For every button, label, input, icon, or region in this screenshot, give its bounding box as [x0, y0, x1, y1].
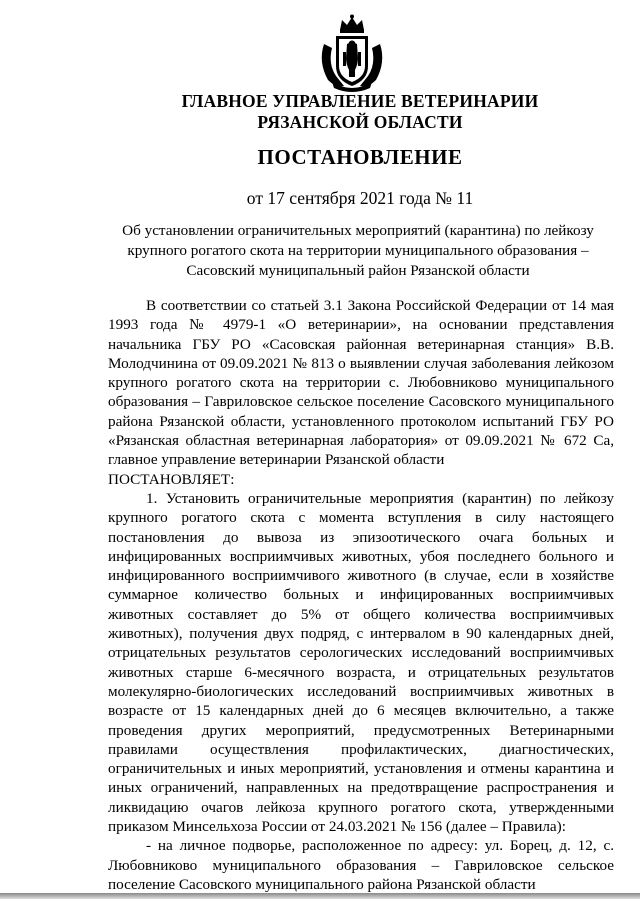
- organization-name-line1: ГЛАВНОЕ УПРАВЛЕНИЕ ВЕТЕРИНАРИИ: [181, 91, 539, 111]
- scan-edge: [0, 893, 640, 899]
- document-date-number: от 17 сентября 2021 года № 11: [246, 188, 474, 208]
- document-body: [108, 296, 614, 894]
- clause-1: 1. Установить ограничительные мероприятия (карантин) по лейкозу крупного рогатого скота с момента вступления в силу настоящего постановления до вывоза из эпизоотического очага больных и инфицированных восприимчивых животных, убоя последнего больного и инфицированного восприимчивого животного (в случае, если в хозяйстве суммарное количество больных и инфицированных восприимчивых животных составляет до 5% от общего количества восприимчивых животных), получения двух подряд, с интервалом в 90 календарных дней, отрицательных результатов серологических исследований восприимчивых животных старше 6-месячного возраста, и отрицательных результатов молекулярно-биологических исследований восприимчивых животных в возрасте от 15 календарных дней до 6 месяцев включительно, а также проведения других мероприятий, предусмотренных Ветеринарными правилами осуществления профилактических, диагностических, ограничительных и иных мероприятий, установления и отмены карантина и иных ограничений, направленных на предотвращение распространения и ликвидацию очагов лейкоза крупного рогатого скота, утвержденными приказом Минсельхоза России от 24.03.2021 № 156 (далее – Правила):: [108, 489, 614, 836]
- decree-word: ПОСТАНОВЛЯЕТ:: [108, 470, 235, 488]
- organization-name-line2: РЯЗАНСКОЙ ОБЛАСТИ: [257, 112, 463, 132]
- document-subject: [108, 221, 608, 281]
- document-type: ПОСТАНОВЛЕНИЕ: [257, 145, 463, 169]
- preamble-paragraph: В соответствии со статьей 3.1 Закона Российской Федерации от 14 мая 1993 года № 4979-1 «О ветеринарии», на основании представления начальника ГБУ РО «Сасовская районная ветеринарная станция» В.В. Молодчинина от 09.09.2021 № 813 о выявлении случая заболевания лейкозом крупного рогатого скота на территории с. Любовниково муниципального образования – Гавриловское сельское поселение Сасовского муниципального района Рязанской области, установленного протоколом испытаний ГБУ РО «Рязанская областная ветеринарная лаборатория» от 09.09.2021 № 672 Са, главное управление ветеринарии Рязанской области: [108, 297, 614, 469]
- subject-line: Об установлении ограничительных мероприятий (карантина) по лейкозу: [122, 222, 594, 239]
- coat-of-arms-icon: [314, 14, 390, 92]
- sub-clause: - на личное подворье, расположенное по адресу: ул. Борец, д. 12, с. Любовниково муниципального образования – Гавриловское сельское поселение Сасовского муниципального района Рязанской области: [108, 837, 614, 893]
- subject-line: крупного рогатого скота на территории муниципального образования –: [127, 242, 589, 259]
- subject-line: Сасовский муниципальный район Рязанской области: [186, 262, 530, 279]
